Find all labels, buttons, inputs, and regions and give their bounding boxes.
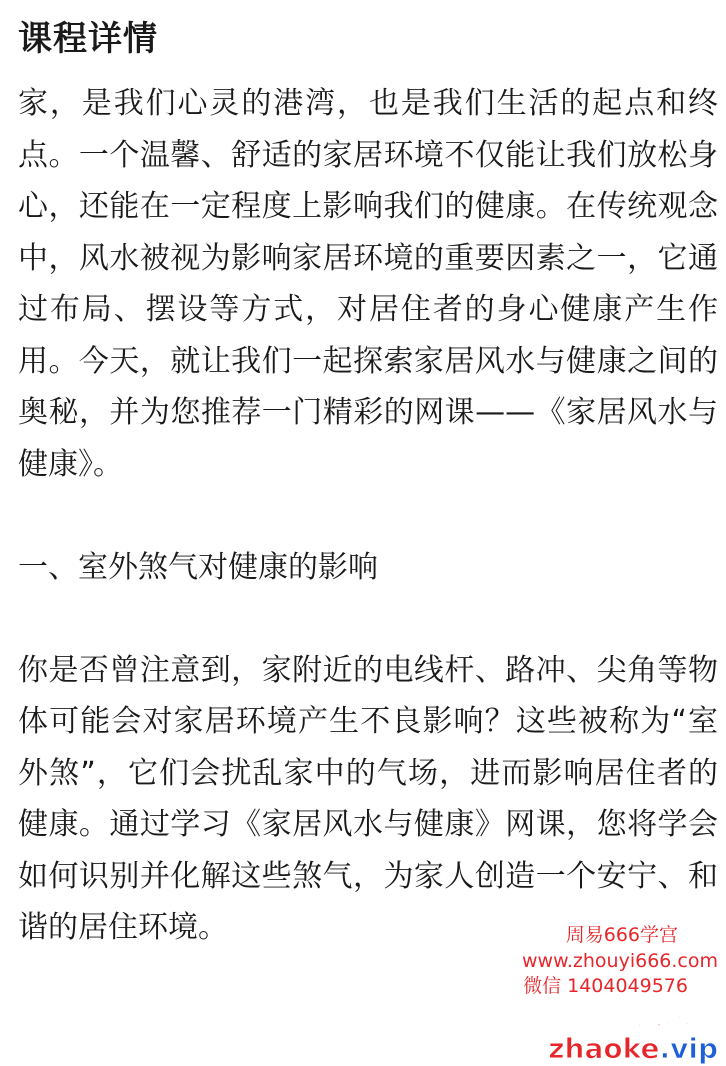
watermark-wechat: 微信 1404049576 <box>523 975 688 997</box>
watermark-logo-cn: 找课网 <box>633 998 718 1031</box>
watermark-brand: 周易666学宫 <box>565 924 678 946</box>
watermark-logo-domain: zhaoke <box>548 1032 660 1065</box>
spacer <box>18 490 718 542</box>
page-title: 课程详情 <box>18 19 158 59</box>
intro-paragraph: 家，是我们心灵的港湾，也是我们生活的起点和终点。一个温馨、舒适的家居环境不仅能让我们放松身心，还能在一定程度上影响我们的健康。在传统观念中，风水被视为影响家居环境的重要因素之一，它通过布局、摆设等方式，对居住者的身心健康产生作用。今天，就让我们一起探索家居风水与健康之间的奥秘，并为您推荐一门精彩的网课——《家居风水与健康》。 <box>18 86 718 482</box>
spacer <box>18 593 718 645</box>
section-paragraph: 你是否曾注意到，家附近的电线杆、路冲、尖角等物体可能会对家居环境产生不良影响？这些被称为“室外煞”，它们会扰乱家中的气场，进而影响居住者的健康。通过学习《家居风水与健康》网课，您将学会如何识别并化解这些煞气，为家人创造一个安宁、和谐的居住环境。 <box>18 652 718 945</box>
watermark-logo-tld: .vip <box>659 1032 718 1065</box>
article-body <box>18 78 718 954</box>
watermark-logo <box>478 998 718 1066</box>
watermark-url: www.zhouyi666.com <box>521 950 718 972</box>
watermark <box>478 922 718 1066</box>
section-heading: 一、室外煞气对健康的影响 <box>18 549 378 585</box>
